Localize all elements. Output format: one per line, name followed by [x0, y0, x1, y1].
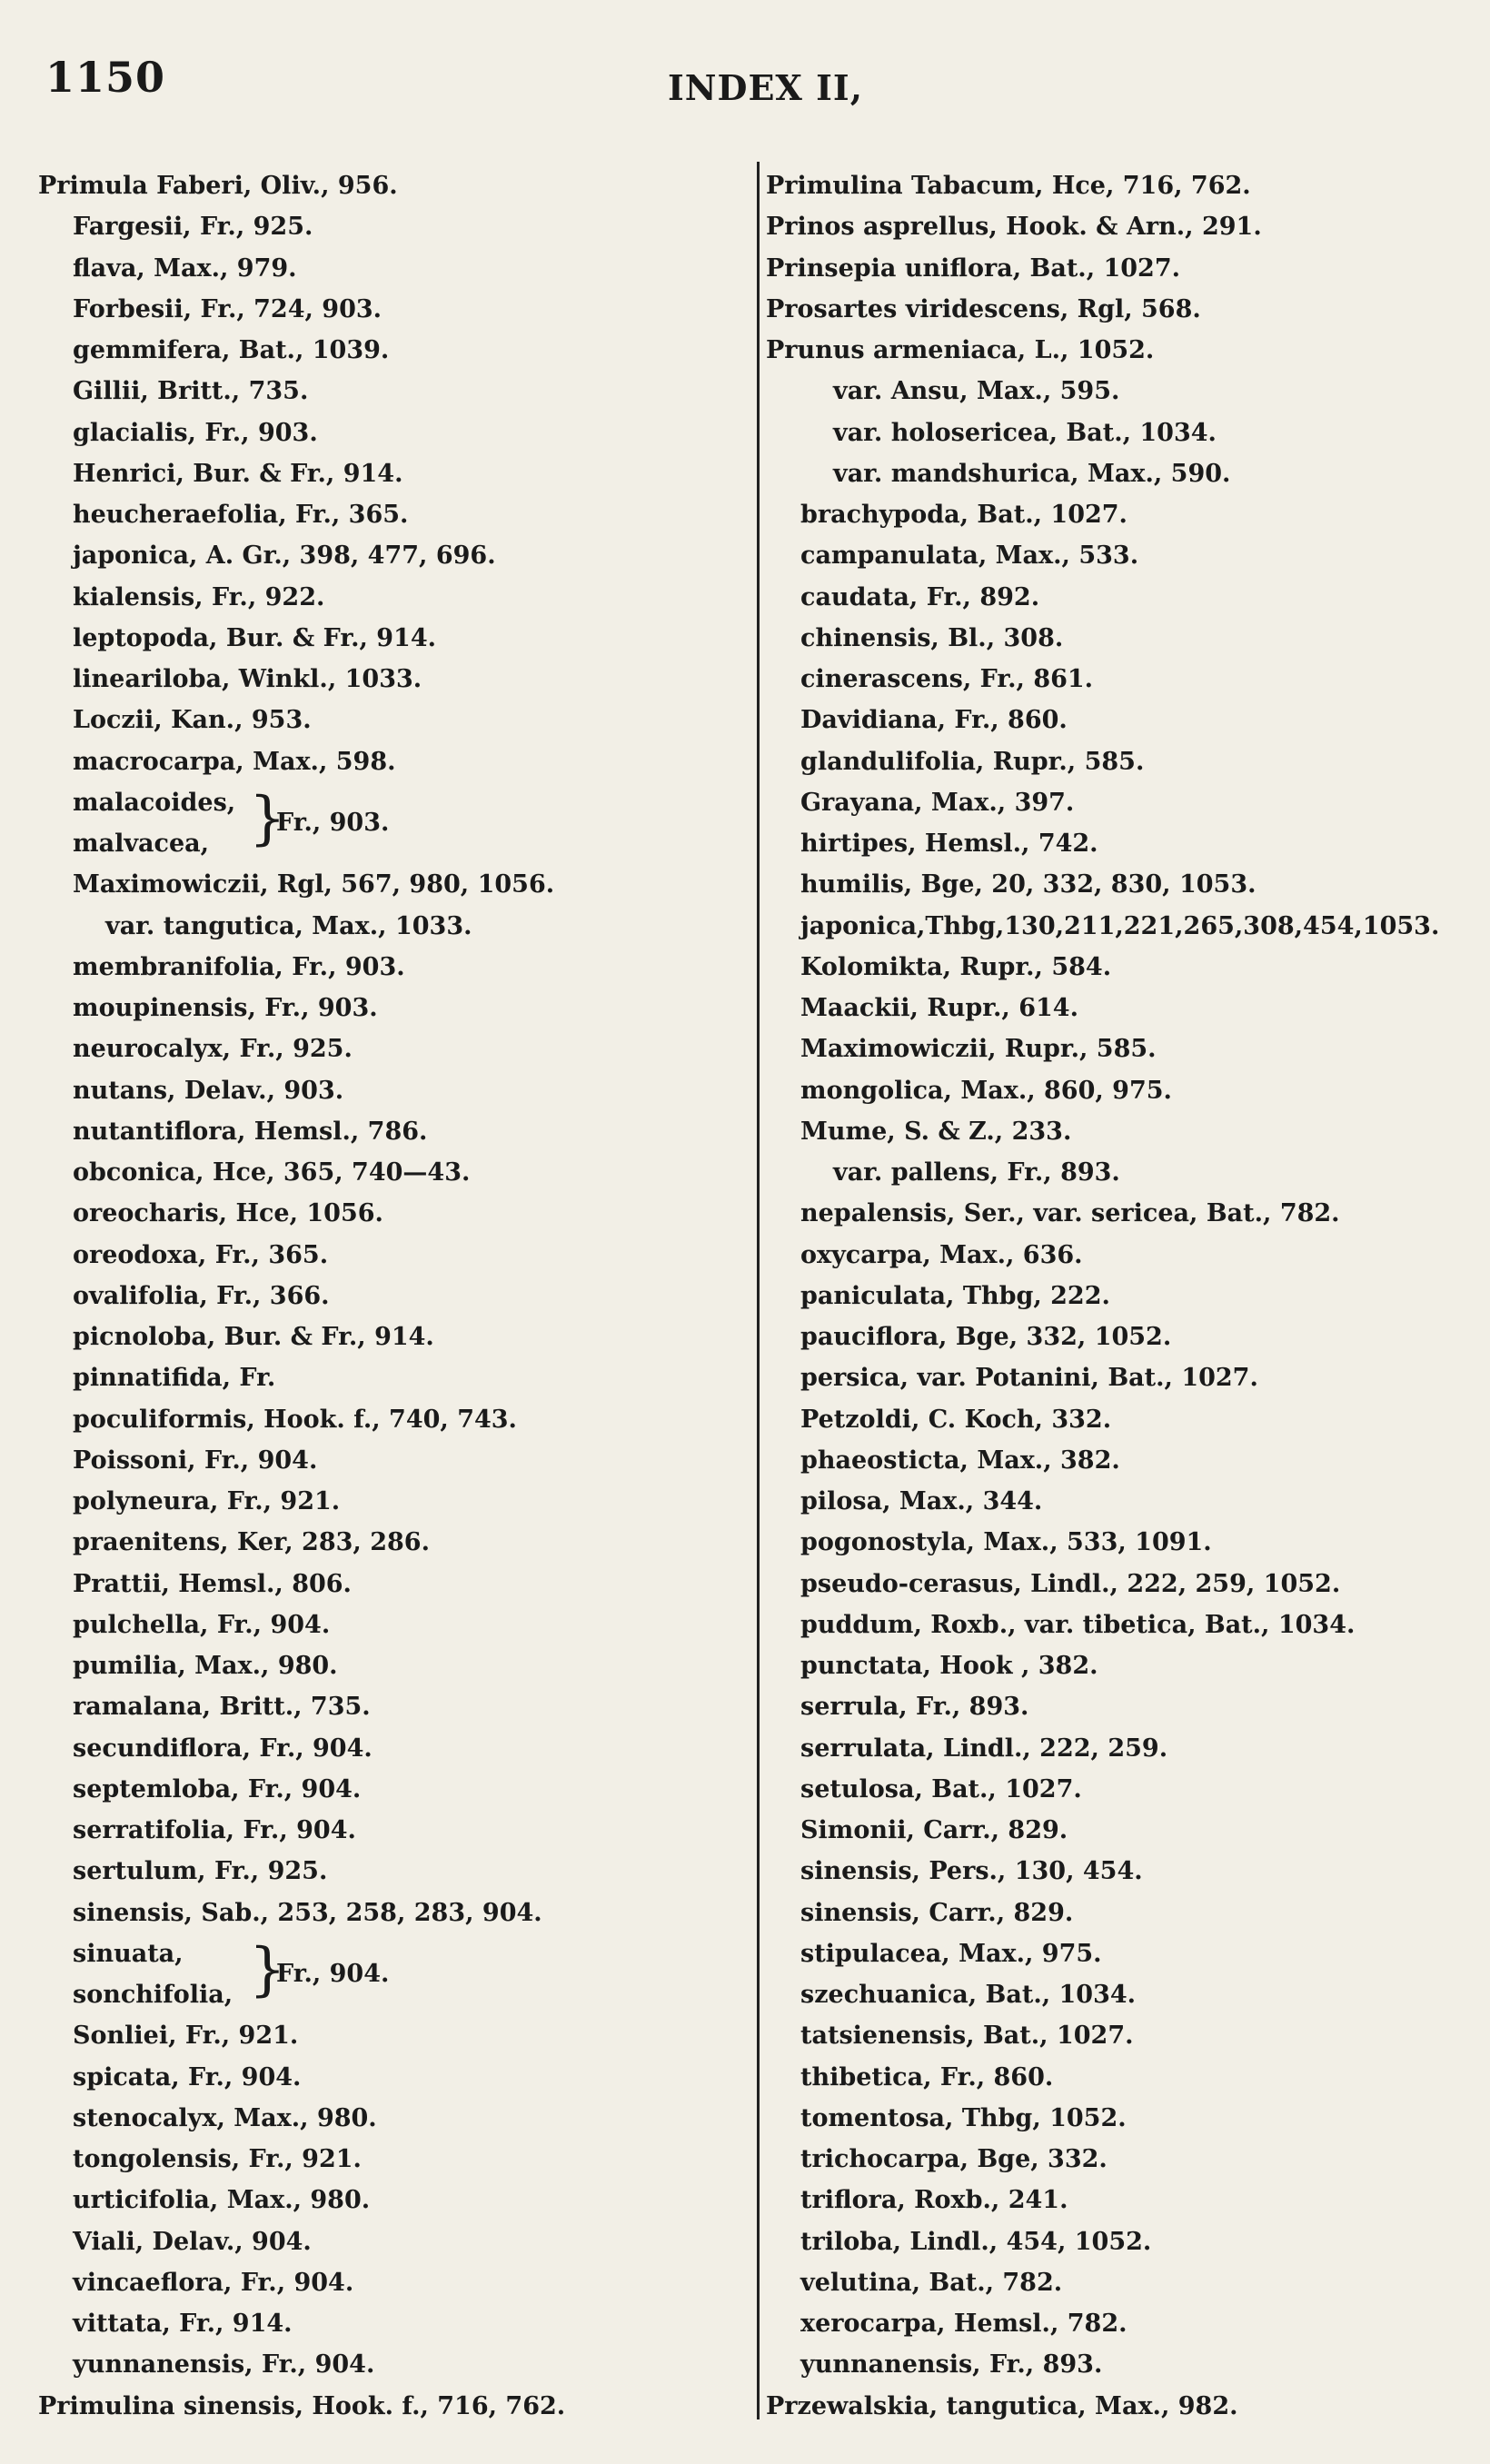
index-species-entry: macrocarpa, Max., 598.	[73, 747, 396, 776]
running-head: INDEX II,	[668, 67, 863, 108]
index-species-entry: Viali, Delav., 904.	[73, 2227, 312, 2256]
index-species-entry: triloba, Lindl., 454, 1052.	[800, 2227, 1152, 2256]
index-species-entry: chinensis, Bl., 308.	[800, 623, 1064, 652]
index-species-entry: Poissoni, Fr., 904.	[73, 1446, 318, 1475]
index-column-left	[38, 165, 738, 2427]
index-species-entry: heucheraefolia, Fr., 365.	[73, 501, 409, 529]
index-species-entry: xerocarpa, Hemsl., 782.	[800, 2310, 1127, 2338]
index-shared-reference: Fr., 903.	[276, 808, 390, 837]
index-species-entry: sinensis, Carr., 829.	[800, 1898, 1074, 1927]
index-species-entry: cinerascens, Fr., 861.	[800, 665, 1094, 693]
index-species-entry: vittata, Fr., 914.	[73, 2310, 293, 2338]
index-species-entry: spicata, Fr., 904.	[73, 2062, 302, 2091]
index-species-entry: poculiformis, Hook. f., 740, 743.	[73, 1405, 517, 1434]
index-species-entry: punctata, Hook , 382.	[800, 1652, 1098, 1680]
index-species-entry: stipulacea, Max., 975.	[800, 1939, 1102, 1968]
index-species-entry: Maximowiczii, Rupr., 585.	[800, 1035, 1157, 1064]
index-species-entry: Gillii, Britt., 735.	[73, 377, 309, 406]
index-species-entry: paniculata, Thbg, 222.	[800, 1281, 1110, 1310]
index-species-entry: vincaeflora, Fr., 904.	[73, 2268, 354, 2297]
index-species-entry: Petzoldi, C. Koch, 332.	[800, 1405, 1112, 1434]
index-species-entry: sinensis, Sab., 253, 258, 283, 904.	[73, 1898, 542, 1927]
index-species-entry: sinensis, Pers., 130, 454.	[800, 1857, 1143, 1886]
index-genus-entry: Prunus armeniaca, L., 1052.	[766, 336, 1155, 364]
index-genus-entry: Prinsepia uniflora, Bat., 1027.	[766, 253, 1181, 283]
index-species-entry: picnoloba, Bur. & Fr., 914.	[73, 1323, 434, 1351]
brace-glyph: }	[249, 1935, 286, 2003]
index-variety-entry: var. pallens, Fr., 893.	[833, 1158, 1120, 1187]
index-species-entry: membranifolia, Fr., 903.	[73, 952, 405, 981]
index-brace-group	[38, 782, 738, 865]
index-species-entry: nepalensis, Ser., var. sericea, Bat., 782.	[800, 1199, 1340, 1228]
index-entry: malvacea,	[73, 830, 210, 858]
index-genus-entry: Przewalskia, tangutica, Max., 982.	[766, 2391, 1238, 2420]
index-species-entry: caudata, Fr., 892.	[800, 582, 1040, 611]
index-species-entry: pinnatifida, Fr.	[73, 1364, 276, 1393]
index-variety-entry: var. tangutica, Max., 1033.	[105, 911, 472, 940]
index-species-entry: trichocarpa, Bge, 332.	[800, 2145, 1108, 2173]
index-species-entry: Kolomikta, Rupr., 584.	[800, 952, 1112, 981]
index-species-entry: puddum, Roxb., var. tibetica, Bat., 1034.	[800, 1610, 1356, 1639]
index-species-entry: polyneura, Fr., 921.	[73, 1487, 341, 1515]
index-species-entry: hirtipes, Hemsl., 742.	[800, 830, 1098, 858]
index-brace-group	[38, 1933, 738, 2016]
index-genus-entry: Primulina Tabacum, Hce, 716, 762.	[766, 172, 1251, 200]
index-species-entry: thibetica, Fr., 860.	[800, 2062, 1054, 2091]
index-species-entry: serrula, Fr., 893.	[800, 1693, 1029, 1722]
index-species-entry: serrulata, Lindl., 222, 259.	[800, 1734, 1168, 1763]
index-species-entry: velutina, Bat., 782.	[800, 2268, 1063, 2297]
index-entry: malacoides,	[73, 788, 236, 817]
index-species-entry: japonica,Thbg,130,211,221,265,308,454,1053.	[800, 911, 1440, 940]
index-species-entry: gemmifera, Bat., 1039.	[73, 336, 390, 364]
index-species-entry: mongolica, Max., 860, 975.	[800, 1076, 1172, 1105]
index-species-entry: ramalana, Britt., 735.	[73, 1693, 371, 1722]
index-species-entry: nutantiflora, Hemsl., 786.	[73, 1117, 428, 1146]
index-species-entry: sertulum, Fr., 925.	[73, 1857, 328, 1886]
index-species-entry: campanulata, Max., 533.	[800, 541, 1139, 571]
index-species-entry: Loczii, Kan., 953.	[73, 706, 312, 735]
index-species-entry: pseudo-cerasus, Lindl., 222, 259, 1052.	[800, 1569, 1341, 1598]
index-species-entry: kialensis, Fr., 922.	[73, 582, 325, 611]
index-species-entry: tomentosa, Thbg, 1052.	[800, 2103, 1127, 2132]
index-species-entry: neurocalyx, Fr., 925.	[73, 1035, 353, 1064]
index-species-entry: urticifolia, Max., 980.	[73, 2186, 371, 2215]
index-species-entry: pilosa, Max., 344.	[800, 1487, 1043, 1515]
index-species-entry: septemloba, Fr., 904.	[73, 1774, 362, 1803]
index-species-entry: serratifolia, Fr., 904.	[73, 1816, 356, 1844]
index-species-entry: Henrici, Bur. & Fr., 914.	[73, 459, 403, 488]
index-species-entry: flava, Max., 979.	[73, 253, 297, 283]
index-species-entry: oxycarpa, Max., 636.	[800, 1240, 1083, 1269]
index-species-entry: secundiflora, Fr., 904.	[73, 1734, 372, 1763]
index-species-entry: stenocalyx, Max., 980.	[73, 2103, 377, 2132]
index-species-entry: obconica, Hce, 365, 740—43.	[73, 1158, 471, 1187]
index-species-entry: yunnanensis, Fr., 893.	[800, 2350, 1103, 2380]
index-species-entry: glacialis, Fr., 903.	[73, 418, 318, 447]
index-species-entry: Forbesii, Fr., 724, 903.	[73, 294, 382, 323]
index-species-entry: Mume, S. & Z., 233.	[800, 1117, 1072, 1146]
index-genus-entry: Prosartes viridescens, Rgl, 568.	[766, 294, 1201, 323]
index-species-entry: Simonii, Carr., 829.	[800, 1816, 1068, 1844]
brace-glyph: }	[249, 784, 286, 852]
index-species-entry: Prattii, Hemsl., 806.	[73, 1569, 352, 1598]
index-species-entry: Sonliei, Fr., 921.	[73, 2022, 299, 2051]
index-species-entry: setulosa, Bat., 1027.	[800, 1774, 1082, 1803]
index-species-entry: pumilia, Max., 980.	[73, 1652, 338, 1680]
index-species-entry: Maximowiczii, Rgl, 567, 980, 1056.	[73, 870, 555, 899]
index-entry: sinuata,	[73, 1939, 184, 1968]
index-variety-entry: var. holosericea, Bat., 1034.	[833, 418, 1217, 447]
index-species-entry: moupinensis, Fr., 903.	[73, 994, 378, 1022]
index-genus-entry: Prinos asprellus, Hook. & Arn., 291.	[766, 213, 1262, 242]
index-genus-entry: Primulina sinensis, Hook. f., 716, 762.	[38, 2391, 566, 2420]
index-species-entry: oreodoxa, Fr., 365.	[73, 1240, 329, 1269]
column-divider	[757, 162, 760, 2419]
index-species-entry: brachypoda, Bat., 1027.	[800, 501, 1127, 529]
index-species-entry: glandulifolia, Rupr., 585.	[800, 747, 1145, 776]
index-species-entry: praenitens, Ker, 283, 286.	[73, 1528, 430, 1557]
index-species-entry: phaeosticta, Max., 382.	[800, 1446, 1120, 1475]
index-species-entry: yunnanensis, Fr., 904.	[73, 2350, 375, 2380]
index-species-entry: pulchella, Fr., 904.	[73, 1610, 331, 1639]
index-species-entry: tongolensis, Fr., 921.	[73, 2145, 362, 2173]
index-species-entry: pauciflora, Bge, 332, 1052.	[800, 1323, 1172, 1351]
index-species-entry: Davidiana, Fr., 860.	[800, 706, 1068, 735]
index-species-entry: ovalifolia, Fr., 366.	[73, 1281, 330, 1310]
index-column-right	[766, 165, 1465, 2427]
index-species-entry: szechuanica, Bat., 1034.	[800, 1981, 1137, 2009]
index-species-entry: japonica, A. Gr., 398, 477, 696.	[73, 541, 496, 571]
index-species-entry: lineariloba, Winkl., 1033.	[73, 665, 422, 693]
page-number: 1150	[45, 53, 166, 102]
index-species-entry: oreocharis, Hce, 1056.	[73, 1199, 383, 1228]
index-species-entry: leptopoda, Bur. & Fr., 914.	[73, 623, 437, 652]
index-genus-entry: Primula Faberi, Oliv., 956.	[38, 172, 398, 200]
index-species-entry: nutans, Delav., 903.	[73, 1076, 344, 1105]
index-species-entry: tatsienensis, Bat., 1027.	[800, 2022, 1134, 2051]
index-species-entry: Maackii, Rupr., 614.	[800, 994, 1078, 1022]
index-species-entry: Fargesii, Fr., 925.	[73, 213, 313, 242]
index-species-entry: humilis, Bge, 20, 332, 830, 1053.	[800, 870, 1257, 899]
index-entry: sonchifolia,	[73, 1981, 233, 2009]
index-species-entry: triflora, Roxb., 241.	[800, 2186, 1068, 2215]
index-variety-entry: var. Ansu, Max., 595.	[833, 377, 1120, 406]
index-shared-reference: Fr., 904.	[276, 1959, 390, 1988]
index-species-entry: Grayana, Max., 397.	[800, 788, 1075, 817]
index-variety-entry: var. mandshurica, Max., 590.	[833, 459, 1231, 488]
index-species-entry: pogonostyla, Max., 533, 1091.	[800, 1528, 1212, 1557]
index-species-entry: persica, var. Potanini, Bat., 1027.	[800, 1364, 1258, 1393]
